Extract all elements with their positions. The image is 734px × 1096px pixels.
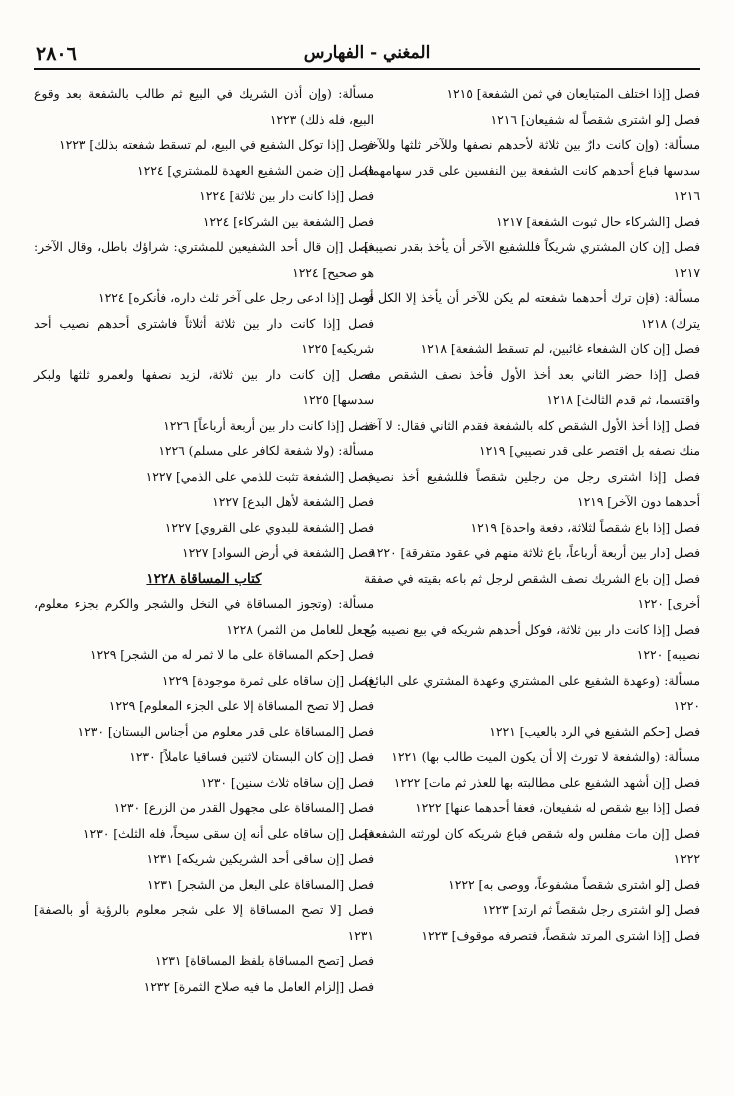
- index-entry: فصل [إن ضمن الشفيع العهدة للمشتري] ١٢٢٤: [137, 163, 374, 178]
- index-entry: فصل [إذا اشترى المرتد شقصاً، فتصرفه موقوف] ١٢٢٣: [421, 928, 700, 943]
- index-entry: فصل [لا تصح المساقاة إلا على شجر معلوم بالرؤية أو بالصفة] ١٢٣١: [34, 903, 374, 943]
- page-number: ٢٨٠٦: [36, 43, 77, 65]
- index-entry: مسألة: (والشفعة لا تورث إلا أن يكون الميت طالب بها) ١٢٢١: [391, 750, 700, 764]
- section-heading: كتاب المساقاة ١٢٢٨: [146, 570, 262, 587]
- index-entry: فصل [إن مات مفلس وله شقص فباع شريكه كان لورثته الشفعة] ١٢٢٢: [364, 826, 700, 866]
- index-entry: مسألة: (ولا شفعة لكافر على مسلم) ١٢٢٦: [158, 444, 374, 458]
- index-entry: فصل [إن ساقى أحد الشريكين شريكه] ١٢٣١: [146, 852, 374, 866]
- index-entry: فصل [إذا ادعى رجل على آخر ثلث داره، فأنكره] ١٢٢٤: [97, 291, 374, 305]
- index-entry: فصل [إذا توكل الشفيع في البيع، لم تسقط شفعته بذلك] ١٢٢٣: [58, 138, 374, 152]
- page-header: [34, 42, 700, 70]
- index-entry: فصل [إن كان الشفعاء غائبين، لم تسقط الشفعة] ١٢١٨: [420, 342, 700, 356]
- index-entry: فصل [إن ساقاه على أنه إن سقى سيحاً، فله الثلث] ١٢٣٠: [82, 826, 374, 841]
- index-entry: فصل [إلزام العامل ما فيه صلاح الثمرة] ١٢٣٢: [143, 979, 374, 994]
- index-entry: فصل [دار بين أربعة أرباعاً، باع ثلاثة منهم في عقود متفرقة] ١٢٢٠: [370, 546, 700, 560]
- index-entry: فصل [إذا كانت دار بين أربعة أرباعاً] ١٢٢٦: [163, 418, 374, 433]
- index-entry: فصل [الشفعة في أرض السواد] ١٢٢٧: [181, 546, 374, 560]
- index-entry: فصل [إن باع الشريك نصف الشقص لرجل ثم باعه بقيته في صفقة أخرى] ١٢٢٠: [364, 571, 700, 611]
- index-entry: فصل [إذا اشترى رجل من رجلين شقصاً فللشفيع أخذ نصيب أحدهما دون الآخر] ١٢١٩: [364, 469, 700, 509]
- index-entry: فصل [الشفعة تثبت للذمي على الذمي] ١٢٢٧: [145, 469, 374, 484]
- index-entry: فصل [الشفعة لأهل البدع] ١٢٢٧: [212, 495, 374, 509]
- index-entry: فصل [لو اشترى شقصاً له شفيعان] ١٢١٦: [490, 112, 700, 127]
- index-entry: فصل [إن كانت دار بين ثلاثة، لزيد نصفها ولعمرو ثلثها ولبكر سدسها] ١٢٢٥: [34, 367, 374, 407]
- index-entry: فصل [إن قال أحد الشفيعين للمشتري: شراؤك باطل، وقال الآخر: هو صحيح] ١٢٢٤: [34, 240, 374, 280]
- index-entry: فصل [حكم المساقاة على ما لا ثمر له من الشجر] ١٢٢٩: [89, 648, 374, 662]
- book-title: المغني - الفهارس: [303, 43, 431, 63]
- index-entry: فصل [إذا كانت دار بين ثلاثة] ١٢٢٤: [199, 189, 374, 203]
- index-entry: فصل [المساقاة على قدر معلوم من أجناس البستان] ١٢٣٠: [77, 724, 374, 739]
- index-entry: فصل [إن ساقاه على ثمرة موجودة] ١٢٢٩: [161, 673, 374, 688]
- index-entry: مسألة: (وإن أذن الشريك في البيع ثم طالب بالشفعة بعد وقوع البيع، فله ذلك) ١٢٢٣: [34, 87, 374, 127]
- index-entry: فصل [لا تصح المساقاة إلا على الجزء المعلوم] ١٢٢٩: [108, 699, 374, 713]
- index-entry: فصل [المساقاة على البعل من الشجر] ١٢٣١: [147, 877, 374, 892]
- index-entry: فصل [إذا كانت دار بين ثلاثة، فوكل أحدهم شريكه في بيع نصيبه مع نصيبه] ١٢٢٠: [364, 622, 700, 662]
- index-entry: فصل [إذا كانت دار بين ثلاثة أثلاثاً فاشترى أحدهم نصيب أحد شريكيه] ١٢٢٥: [34, 316, 374, 356]
- index-entry: فصل [إذا أخذ الأول الشقص كله بالشفعة فقدم الثاني فقال: لا آخذ منك نصفه بل اقتصر على قدر نصيبي] ١٢١٩: [364, 418, 700, 458]
- index-entry: فصل [إن أشهد الشفيع على مطالبته بها للعذر ثم مات] ١٢٢٢: [393, 775, 700, 790]
- index-entry: فصل [إن ساقاه ثلاث سنين] ١٢٣٠: [200, 775, 374, 790]
- index-entry: فصل [حكم الشفيع في الرد بالعيب] ١٢٢١: [489, 724, 700, 739]
- index-entry: مسألة: (وعهدة الشفيع على المشتري وعهدة المشتري على البائع) ١٢٢٠: [364, 673, 700, 713]
- index-entry: فصل [إذا حضر الثاني بعد أخذ الأول فأخذ نصف الشقص منه واقتسما، ثم قدم الثالث] ١٢١٨: [364, 367, 700, 407]
- index-entry: فصل [المساقاة على مجهول القدر من الزرع] ١٢٣٠: [113, 801, 374, 815]
- index-entry: فصل [إذا باع شقصاً لثلاثة، دفعة واحدة] ١٢١٩: [470, 520, 700, 535]
- index-entry: فصل [إن كان البستان لاثنين فساقيا عاملاً] ١٢٣٠: [129, 750, 374, 764]
- index-entry: فصل [إن كان المشتري شريكاً فللشفيع الآخر أن يأخذ بقدر نصيبه] ١٢١٧: [364, 240, 700, 280]
- index-entry: فصل [لو اشترى رجل شقصاً ثم ارتد] ١٢٢٣: [482, 903, 700, 917]
- left-column: [34, 82, 374, 1000]
- index-entry: مسألة: (وتجوز المساقاة في النخل والشجر والكرم بجزء معلوم، يُجعل للعامل من الثمر) ١٢٢٨: [34, 597, 374, 637]
- right-column: [364, 82, 700, 949]
- index-columns: [34, 82, 700, 1096]
- index-entry: فصل [إذا اختلف المتبايعان في ثمن الشفعة] ١٢١٥: [446, 87, 700, 101]
- index-entry: فصل [إذا بيع شقص له شفيعان، فعفا أحدهما عنها] ١٢٢٢: [415, 801, 700, 815]
- index-entry: مسألة: (فإن ترك أحدهما شفعته لم يكن للآخر أن يأخذ إلا الكل أو يترك) ١٢١٨: [364, 291, 700, 331]
- index-entry: فصل [تصح المساقاة بلفظ المساقاة] ١٢٣١: [155, 954, 374, 968]
- index-entry: فصل [الشركاء حال ثبوت الشفعة] ١٢١٧: [496, 214, 700, 229]
- index-entry: فصل [الشفعة للبدوي على القروي] ١٢٢٧: [164, 520, 374, 535]
- index-entry: فصل [الشفعة بين الشركاء] ١٢٢٤: [202, 214, 374, 229]
- index-entry: فصل [لو اشترى شقصاً مشفوعاً، ووصى به] ١٢٢٢: [448, 877, 700, 892]
- index-entry: مسألة: (وإن كانت دارٌ بين ثلاثة لأحدهم نصفها وللآخر ثلثها وللآخر سدسها فباع أحدهم كانت الشفعة بين النفسين على قدر سهامهما) ١٢١٦: [364, 138, 700, 203]
